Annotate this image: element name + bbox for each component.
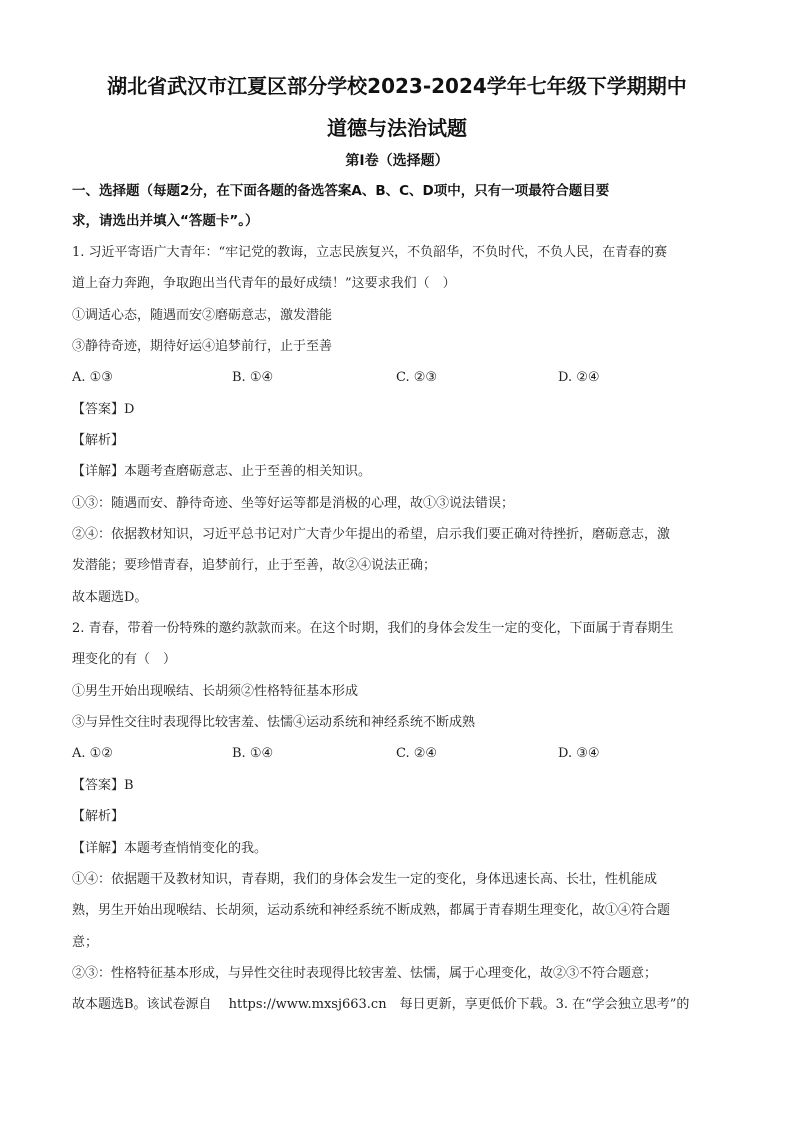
q2-explanation-line-3: 意；: [72, 935, 99, 950]
q2-stem-line-1: 2. 青春，带着一份特殊的邀约款款而来。在这个时期，我们的身体会发生一定的变化，下面属于青春期生: [72, 621, 674, 636]
q2-option-a: A. ①②: [72, 746, 113, 761]
section-instruction-line-2: 求，请选出并填入“答题卡”。）: [72, 213, 259, 229]
q1-explanation-line-2: ②④：依据教材知识，习近平总书记对广大青少年提出的希望，启示我们要正确对待挫折，磨砺意志，激: [72, 527, 671, 542]
document-subtitle: 道德与法治试题: [327, 116, 467, 140]
section-instruction-line-1: 一、选择题（每题2分，在下面各题的备选答案A、B、C、D项中，只有一项最符合题目要: [72, 183, 610, 199]
q1-option-a: A. ①③: [72, 370, 113, 385]
q2-explanation-line-4: ②③：性格特征基本形成，与异性交往时表现得比较害羞、怯懦，属于心理变化，故②③不符合题意；: [72, 966, 658, 981]
volume-heading: 第I卷（选择题）: [345, 153, 449, 169]
q1-stem-line-1: 1. 习近平寄语广大青年：“牢记党的教诲，立志民族复兴，不负韶华，不负时代，不负人民，在青春的赛: [72, 245, 668, 260]
q1-options-row: [72, 369, 732, 387]
q1-detail: 【详解】本题考查磨砺意志、止于至善的相关知识。: [72, 464, 372, 479]
q1-option-d: D. ②④: [558, 370, 600, 385]
q2-option-d: D. ③④: [558, 746, 600, 761]
q1-option-c: C. ②③: [396, 370, 438, 385]
q1-conclusion: 故本题选D。: [72, 590, 148, 605]
q1-option-b: B. ①④: [232, 370, 274, 385]
q2-analysis-label: 【解析】: [72, 809, 125, 824]
document-title: 湖北省武汉市江夏区部分学校2023-2024学年七年级下学期期中: [107, 74, 687, 98]
q2-conclusion: 故本题选B。该试卷源自 https://www.mxsj663.cn 每日更新，享更低价下载。3. 在“学会独立思考”的: [72, 997, 690, 1012]
q2-answer: 【答案】B: [72, 778, 134, 793]
q1-answer: 【答案】D: [72, 402, 135, 417]
q1-explanation-line-1: ①③：随遇而安、静待奇迹、坐等好运等都是消极的心理，故①③说法错误；: [72, 496, 515, 511]
q2-detail: 【详解】本题考查悄悄变化的我。: [72, 841, 268, 856]
q1-explanation-line-3: 发潜能；要珍惜青春，追梦前行，止于至善，故②④说法正确；: [72, 558, 437, 573]
q2-explanation-line-1: ①④：依据题干及教材知识，青春期，我们的身体会发生一定的变化，身体迅速长高、长壮，性机能成: [72, 872, 658, 887]
q1-stem-line-2: 道上奋力奔跑，争取跑出当代青年的最好成绩！”这要求我们（ ）: [72, 276, 456, 291]
q2-option-b: B. ①④: [232, 746, 274, 761]
q2-item-line-1: ①男生开始出现喉结、长胡须②性格特征基本形成: [72, 684, 359, 699]
q2-explanation-line-2: 熟，男生开始出现喉结、长胡须，运动系统和神经系统不断成熟，都属于青春期生理变化，故①④符合题: [72, 903, 671, 918]
q1-item-line-1: ①调适心态，随遇而安②磨砺意志，激发潜能: [72, 308, 333, 323]
q2-option-c: C. ②④: [396, 746, 438, 761]
q2-item-line-2: ③与异性交往时表现得比较害羞、怯懦④运动系统和神经系统不断成熟: [72, 715, 476, 730]
q1-analysis-label: 【解析】: [72, 433, 125, 448]
q2-options-row: [72, 745, 732, 763]
q2-stem-line-2: 理变化的有（ ）: [72, 652, 177, 667]
q1-item-line-2: ③静待奇迹，期待好运④追梦前行，止于至善: [72, 339, 333, 354]
